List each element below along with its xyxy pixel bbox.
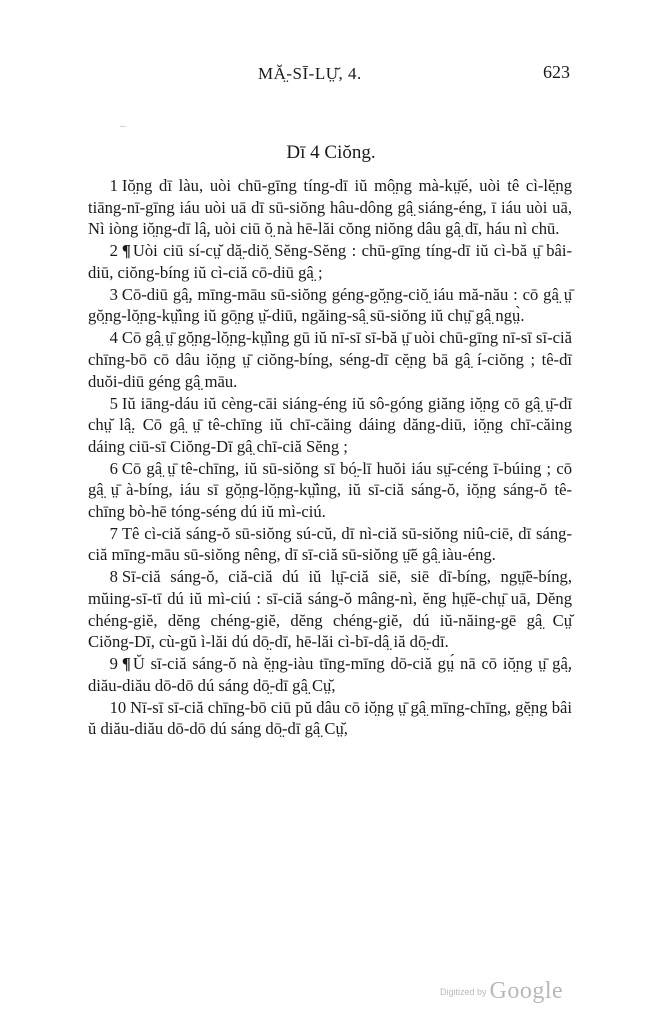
watermark-small-text: Digitized by <box>440 987 487 997</box>
verse-6 <box>88 458 572 523</box>
verse-text: Nī-sī sī-ciă chīng-bō ciū pŭ dâu cō iŏ̤ng ṳ̄ gâ̤ mīng-chīng, gĕ̤ng bâi ŭ diău-diău dō-dō dú sáng dō̤-dī gâ̤ Cṳ̆, <box>88 697 572 739</box>
verse-2 <box>88 240 572 283</box>
pilcrow-mark: ¶ <box>121 654 131 674</box>
verse-text: Cō-diū gâ̤, mīng-māu sū-siŏng géng-gŏ̤ng-ciŏ̤ iáu mă-nău : cō gâ̤ ṳ̄ gŏ̤ng-lŏ̤ng-kṳ̆ìng iŭ gō̤ng ṳ̆-diū, ngăing-sâ̤ sū-siŏng iŭ chṳ̄ gâ̤ ngṳ̀. <box>88 284 572 326</box>
verse-text: Cō gâ̤ ṳ̄ gŏ̤ng-lŏ̤ng-kṳ̆ìng gū iŭ nī-sī sī-bă ṳ̄ uòi chū-gīng nī-sī sī-ciă chīng-bō cō dâu iŏ̤ng ṳ̄ ciŏng-bíng, séng-dī cĕ̤ng bā gâ̤ í-ciŏng ; tê-dī duŏi-diū géng gâ̤ māu. <box>88 328 572 391</box>
verse-text: Uòi ciū sí-cṳ̆ dă̤-diŏ̤ Sĕng-Sĕng : chū-gīng tíng-dī iŭ cì-bă ṳ̄ bâi-diū, ciŏng-bíng iŭ cì-ciă cō-diū gâ̤ ; <box>88 241 572 282</box>
verse-1 <box>88 175 572 240</box>
verse-number: 7 <box>109 523 118 543</box>
running-head <box>0 60 654 86</box>
google-logo-text: Google <box>489 978 564 1004</box>
page-number: 623 <box>543 62 570 82</box>
verse-text: Sī-ciă sáng-ŏ, ciă-ciă dú iŭ lṳ̄-ciă siē, siē dī-bíng, ngṳ̄ĕ-bíng, mŭing-sī-tī dú iŭ mì-ciú : sī-ciă sáng-ŏ mâng-nì, ĕng hṳ̄ĕ-chṳ̄ uā, Dĕng chéng-giĕ, dĕng chéng-giĕ, dĕng chéng-giĕ, dú iŭ-năing-gē gâ̤ Cṳ̆ Ciŏng-Dī, cù-gŭ ì-lăi dú dō̤-dī, hē-lăi cì-bī-dâ̤ iă dō̤-dī. <box>88 567 572 652</box>
verse-number: 5 <box>109 393 118 413</box>
verse-7 <box>88 523 572 566</box>
verse-9 <box>88 653 572 696</box>
verse-3 <box>88 284 572 327</box>
chapter-heading-text: Dī 4 Ciŏng. <box>286 142 376 163</box>
verse-text: Iŏ̤ng dī làu, uòi chū-gīng tíng-dī iŭ mô̤ng mà-kṳ̄é, uòi tê cì-lĕ̤ng tiāng-nī-gīng iáu uòi uā dī sū-siŏng hâu-dông gâ̤ siáng-éng, ī iáu uòi uā, Nì iòng iŏ̤ng-dī lâ̤, uòi ciū ŏ̤ nà hē-lăi cŏng niŏng dâu gâ̤ dī, háu nì chū. <box>88 176 572 239</box>
verse-4 <box>88 327 572 392</box>
verse-5 <box>88 393 572 458</box>
verse-number: 10 <box>109 697 127 717</box>
verse-number: 9 <box>109 654 118 674</box>
verse-number: 4 <box>109 328 118 348</box>
verse-number: 1 <box>109 176 118 195</box>
verse-text: Tê cì-ciă sáng-ŏ sū-siŏng sú-cŭ, dī nì-ciă sū-siŏng niû-ciē, dī sáng-ciă mīng-māu sū-siŏng nêng, dī sī-ciă sū-siŏng ṳ̄ĕ gâ̤ iàu-éng. <box>88 523 572 565</box>
verse-number: 6 <box>109 458 118 478</box>
running-title: MĂ̤-SĪ-LṲ̆, 4. <box>258 64 362 83</box>
verse-list <box>88 175 572 740</box>
verse-10 <box>88 697 572 740</box>
verse-text: Iŭ iāng-dáu iŭ cèng-cāi siáng-éng iŭ sô-góng giăng iŏ̤ng cō gâ̤ ṳ̄-dī chṳ̆ lâ̤. Cō gâ̤ ṳ̄ tê-chīng iŭ chī-căing dáing dăng-diū, iŏ̤ng chī-căing dáing ciū-sī Ciŏng-Dī gâ̤ chī-ciă Sĕng ; <box>88 393 572 456</box>
verse-number: 8 <box>109 567 118 587</box>
verse-8 <box>88 566 572 652</box>
verse-number: 2 <box>109 241 118 261</box>
digitized-watermark <box>440 978 563 1005</box>
scan-speck <box>120 126 126 127</box>
pilcrow-mark: ¶ <box>121 241 131 261</box>
verse-text: Cō gâ̤ ṳ̄ tê-chīng, iŭ sū-siŏng sī bó̤-lī huŏi iáu sṳ̄-céng ī-búing ; cō gâ̤ ṳ̄ à-bíng, iáu sī gŏ̤ng-lŏ̤ng-kṳ̆ìng, iŭ sī-ciă sáng-ŏ, iŏ̤ng sáng-ŏ tê-chīng bò-hē tóng-séng dú iŭ mì-ciú. <box>88 458 572 521</box>
verse-text: Ŭ sī-ciă sáng-ŏ nà ĕ̤ng-iàu tīng-mīng dō-ciă gṳ́ nā cō iŏ̤ng ṳ̄ gâ̤, diău-diău dō-dō dú sáng dō̤-dī gâ̤ Cṳ̆, <box>88 654 572 695</box>
chapter-heading <box>0 142 654 164</box>
verse-number: 3 <box>109 284 118 304</box>
